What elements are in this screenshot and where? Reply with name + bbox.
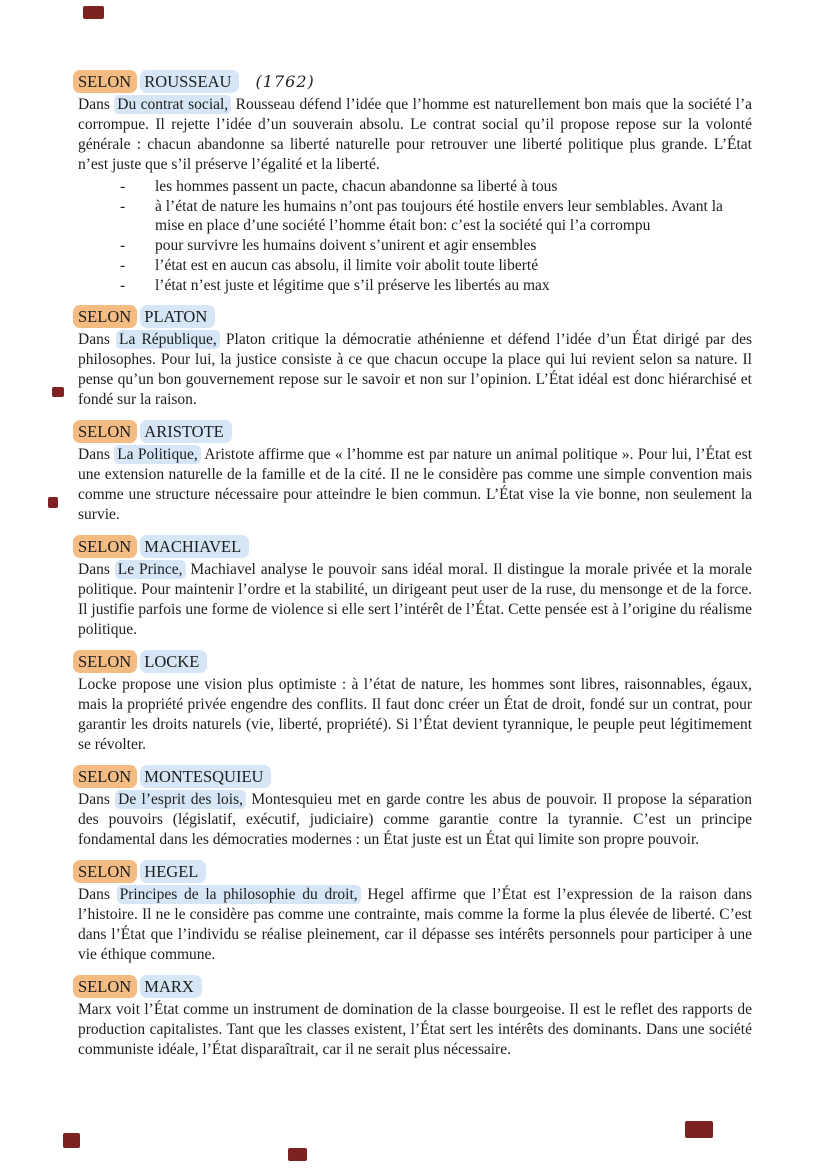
paragraph-text: Dans [78, 886, 117, 904]
bullet-list [78, 177, 752, 295]
philosopher-name-label: MARX [140, 975, 202, 998]
bullet-marker: - [120, 197, 126, 215]
paragraph-text: Marx voit l’État comme un instrument de domination de la classe bourgeoise. Il est le reflet des rapports de production capitalistes. Tant que les classes existent, l’État sert les intérêts des dominants. Dans une société communiste idéale, l’État disparaîtrait, car il ne serait plus nécessaire. [78, 1001, 752, 1059]
philosopher-name-label: PLATON [140, 305, 215, 328]
paragraph-text: Dans [78, 446, 115, 464]
selon-highlight-label: SELON [73, 860, 137, 883]
selon-highlight-label: SELON [73, 765, 137, 788]
handwritten-year-annotation: (1762) [255, 72, 315, 91]
bullet-marker: - [120, 237, 126, 255]
bullet-text: l’état n’est juste et légitime que s’il préserve les libertés au max [155, 276, 550, 294]
bullet-marker: - [120, 276, 126, 294]
selon-highlight-label: SELON [73, 975, 137, 998]
red-mark [83, 6, 104, 19]
paragraph-text: Dans [78, 791, 116, 809]
bullet-text: à l’état de nature les humains n’ont pas toujours été hostile envers leur semblables. Avant la mise en place d’une société l’homme était bon: c’est la société qui l’a corrompu [155, 197, 723, 235]
book-title-highlight: La République, [116, 330, 220, 349]
paragraph-text: Rousseau défend l’idée que l’homme est naturellement bon mais que la société l’a corrompue. Il rejette l’idée d’un souverain absolu. Le contrat social qu’il propose repose sur la volonté générale : chacun abandonne sa liberté naturelle pour retrouver une liberté politique plus grande. L’État n’est juste que s’il préserve l’égalité et la liberté. [78, 96, 752, 173]
section-heading [78, 422, 752, 442]
bullet-marker: - [120, 178, 126, 195]
philosopher-name-label: ROUSSEAU [140, 70, 239, 93]
paragraph-text: Dans [78, 331, 116, 349]
sections-root [78, 72, 752, 1060]
paragraph-text: Montesquieu met en garde contre les abus de pouvoir. Il propose la séparation des pouvoirs (législatif, exécutif, judiciaire) comme garantie contre la tyrannie. C’est un principe fondamental dans les démocraties modernes : un État juste est un État qui limite son propre pouvoir. [78, 791, 752, 849]
section-heading [78, 307, 752, 327]
section-heading [78, 767, 752, 787]
document-content [78, 72, 752, 1072]
section-heading [78, 72, 752, 92]
section-paragraph [78, 445, 752, 525]
section-heading [78, 537, 752, 557]
red-mark [63, 1133, 80, 1148]
book-title-highlight: Principes de la philosophie du droit, [117, 885, 361, 904]
red-mark [48, 497, 58, 508]
bullet-item [78, 236, 752, 256]
philosopher-name-label: HEGEL [140, 860, 206, 883]
section-heading [78, 652, 752, 672]
selon-highlight-label: SELON [73, 305, 137, 328]
book-title-highlight: De l’esprit des lois, [115, 790, 246, 809]
section-paragraph [78, 885, 752, 965]
paragraph-text: Platon critique la démocratie athénienne et défend l’idée d’un État dirigé par des philosophes. Pour lui, la justice consiste à ce que chacun occupe la place qui lui revient selon sa nature. Il pense qu’un bon gouvernement repose sur le savoir et non sur l’opinion. L’État idéal est donc hiérarchisé et fondé sur la raison. [78, 331, 752, 409]
philosopher-name-label: LOCKE [140, 650, 207, 673]
section-heading [78, 977, 752, 997]
book-title-highlight: Du contrat social, [114, 95, 231, 114]
bullet-text: l’état est en aucun cas absolu, il limite voir abolit toute liberté [155, 256, 539, 274]
section-paragraph [78, 1000, 752, 1060]
philosopher-section [78, 862, 752, 965]
red-mark [685, 1121, 713, 1138]
section-paragraph [78, 95, 752, 175]
philosopher-name-label: MONTESQUIEU [140, 765, 271, 788]
selon-highlight-label: SELON [73, 650, 137, 673]
paragraph-text: Machiavel analyse le pouvoir sans idéal moral. Il distingue la morale privée et la morale politique. Pour maintenir l’ordre et la stabilité, un dirigeant peut user de la ruse, du mensonge et de la force. Il justifie parfois une forme de violence si elle sert l’intérêt de l’État. Cette pensée est à l’origine du réalisme politique. [78, 561, 752, 639]
section-paragraph [78, 560, 752, 640]
bullet-marker: - [120, 256, 126, 274]
selon-highlight-label: SELON [73, 420, 137, 443]
book-title-highlight: La Politique, [114, 445, 201, 464]
red-mark [52, 387, 64, 397]
philosopher-name-label: MACHIAVEL [140, 535, 249, 558]
paragraph-text: Aristote affirme que « l’homme est par nature un animal politique ». Pour lui, l’État est une extension naturelle de la famille et de la cité. Il ne le considère pas comme une simple convention mais comme une structure nécessaire pour atteindre le bien commun. L’État vise la vie bonne, non seulement la survie. [78, 446, 753, 524]
red-mark [288, 1148, 307, 1161]
bullet-text: les hommes passent un pacte, chacun abandonne sa liberté à tous [155, 178, 558, 195]
philosopher-section [78, 72, 752, 295]
philosopher-section [78, 307, 752, 410]
bullet-item [78, 276, 752, 296]
philosopher-section [78, 767, 752, 850]
paragraph-text: Locke propose une vision plus optimiste : à l’état de nature, les hommes sont libres, raisonnables, égaux, mais la propriété privée engendre des conflits. Il faut donc créer un État de droit, fondé sur un contrat, pour garantir les droits naturels (vie, liberté, propriété). Si l’État devient tyrannique, le peuple peut légitimement se révolter. [78, 676, 752, 754]
bullet-text: pour survivre les humains doivent s’unirent et agir ensembles [155, 237, 537, 255]
selon-highlight-label: SELON [73, 70, 137, 93]
section-paragraph [78, 790, 752, 850]
book-title-highlight: Le Prince, [115, 560, 186, 579]
selon-highlight-label: SELON [73, 535, 137, 558]
section-heading [78, 862, 752, 882]
bullet-item [78, 256, 752, 276]
philosopher-section [78, 652, 752, 755]
philosopher-name-label: ARISTOTE [140, 420, 231, 443]
paragraph-text: Hegel affirme que l’État est l’expression de la raison dans l’histoire. Il ne le considère pas comme une contrainte, mais comme la forme la plus élevée de liberté. C’est dans l’État que l’individu se réalise pleinement, car il dépasse ses intérêts personnels pour participer à une vie éthique commune. [78, 886, 753, 964]
section-paragraph [78, 330, 752, 410]
philosopher-section [78, 537, 752, 640]
section-paragraph [78, 675, 752, 755]
philosopher-section [78, 422, 752, 525]
bullet-item [78, 197, 752, 236]
paragraph-text: Dans [78, 96, 115, 113]
paragraph-text: Dans [78, 561, 115, 579]
philosopher-section [78, 977, 752, 1060]
bullet-item [78, 177, 752, 197]
